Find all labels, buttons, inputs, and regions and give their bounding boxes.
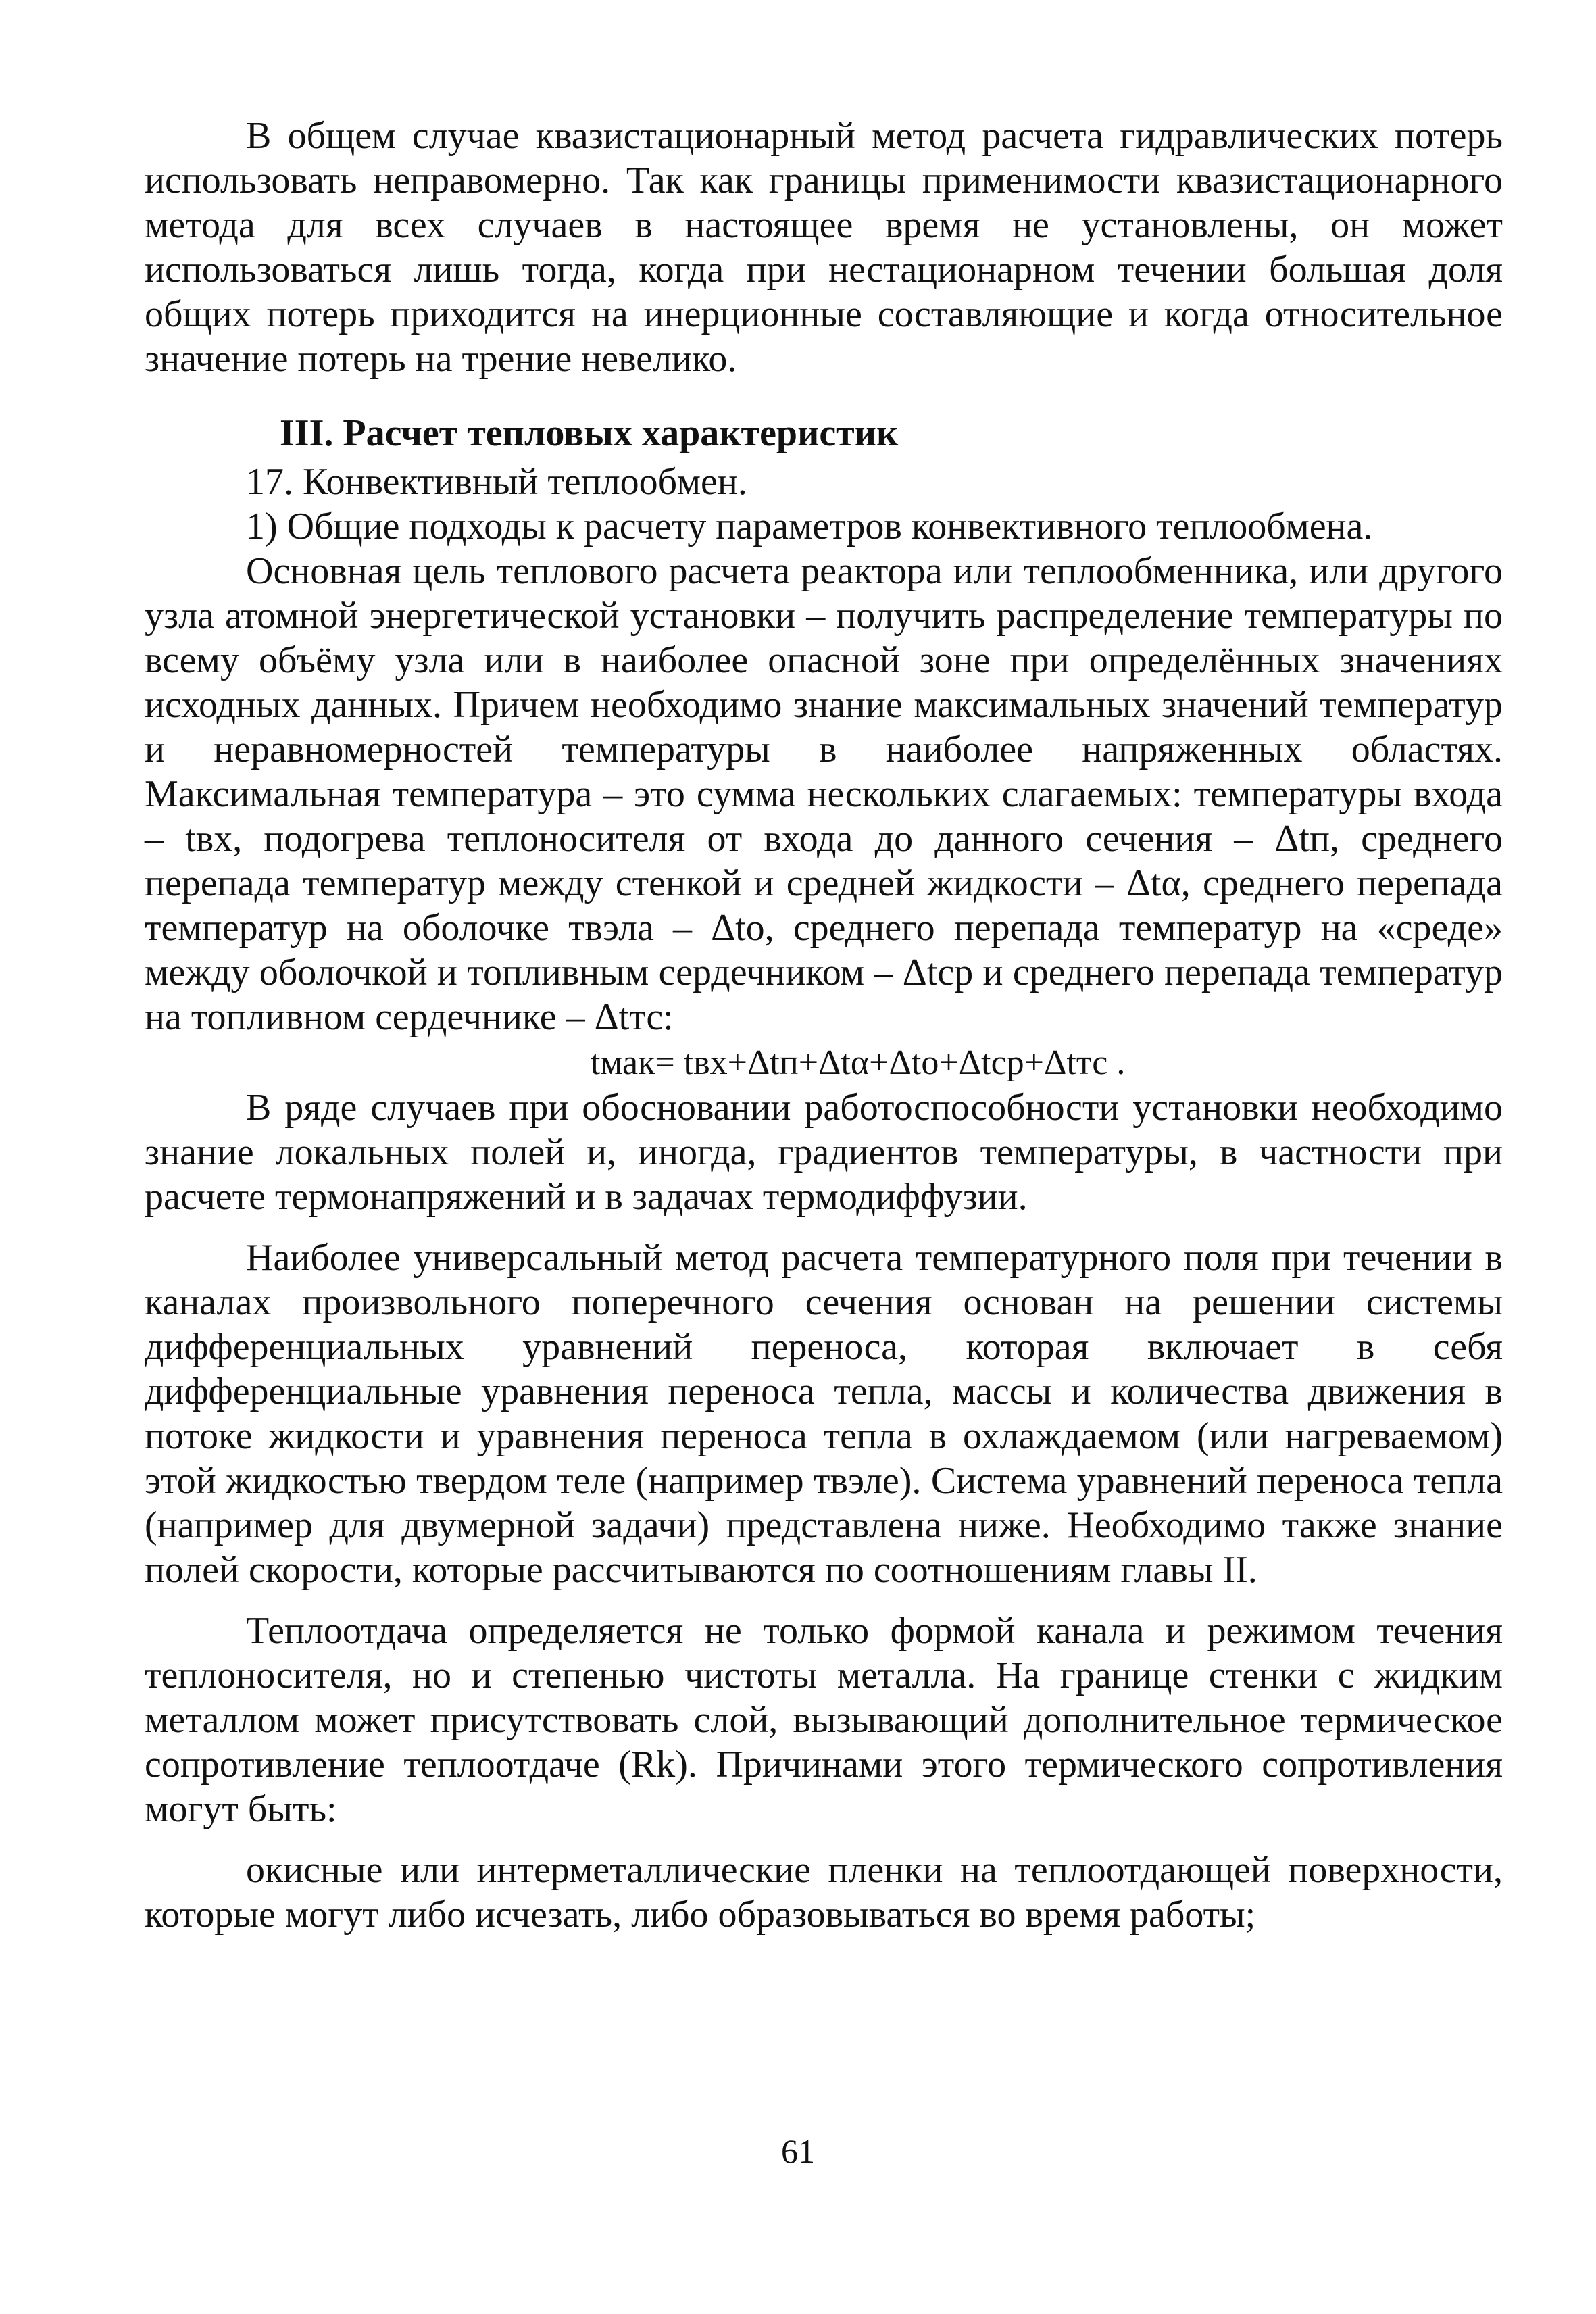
paragraph-oxide-films: окисные или интерметаллические пленки на теплоотдающей поверхности, которые могут либо исчезать, либо образовываться во время работы;: [145, 1849, 1503, 1936]
section-heading: III. Расчет тепловых характеристик: [280, 412, 899, 454]
subsection-item-17: 17. Конвективный теплообмен.: [246, 461, 747, 503]
page-body: [145, 114, 1503, 1937]
paragraph-universal-method: Наиболее универсальный метод расчета температурного поля при течении в каналах произвольного поперечного сечения основан на решении системы дифференциальных уравнений переноса, которая включает в себя дифференциальные уравнения переноса тепла, массы и количества движения в потоке жидкости и уравнения переноса тепла в охлаждаемом (или нагреваемом) этой жидкостью твердом теле (например твэле). Система уравнений переноса тепла (например для двумерной задачи) представлена ниже. Необходимо также знание полей скорости, которые рассчитываются по соотношениям главы II.: [145, 1237, 1503, 1591]
paragraph-heat-transfer: Теплоотдача определяется не только формой канала и режимом течения теплоносителя, но и степенью чистоты металла. На границе стенки с жидким металлом может присутствовать слой, вызывающий дополнительное термическое сопротивление теплоотдаче (Rk). Причинами этого термического сопротивления могут быть:: [145, 1610, 1503, 1830]
max-temperature-formula: tмак= tвх+Δtп+Δtα+Δtо+Δtср+Δtтс .: [591, 1043, 1126, 1082]
paragraph-quasistationary-method: В общем случае квазистационарный метод расчета гидравлических потерь использовать неправомерно. Так как границы применимости квазистационарного метода для всех случаев в настоящее время не установлены, он может использоваться лишь тогда, когда при нестационарном течении большая доля общих потерь приходится на инерционные составляющие и когда относительное значение потерь на трение невелико.: [145, 115, 1503, 380]
page-number: 61: [781, 2132, 815, 2170]
paragraph-local-fields: В ряде случаев при обосновании работоспособности установки необходимо знание локальных полей и, иногда, градиентов температуры, в частности при расчете термонапряжений и в задачах термодиффузии.: [145, 1087, 1503, 1218]
paragraph-thermal-calculation-goal: Основная цель теплового расчета реактора или теплообменника, или другого узла атомной энергетической установки – получить распределение температуры по всему объёму узла или в наиболее опасной зоне при определённых значениях исходных данных. Причем необходимо знание максимальных значений температур и неравномерностей температуры в наиболее напряженных областях. Максимальная температура – это сумма нескольких слагаемых: температуры входа – tвх, подогрева теплоносителя от входа до данного сечения – Δtп, среднего перепада температур между стенкой и средней жидкости – Δtα, среднего перепада температур на оболочке твэла – Δtо, среднего перепада температур на «среде» между оболочкой и топливным сердечником – Δtср и среднего перепада температур на топливном сердечнике – Δtтс:: [145, 550, 1503, 1038]
subsection-item-1: 1) Общие подходы к расчету параметров конвективного теплообмена.: [246, 506, 1373, 547]
